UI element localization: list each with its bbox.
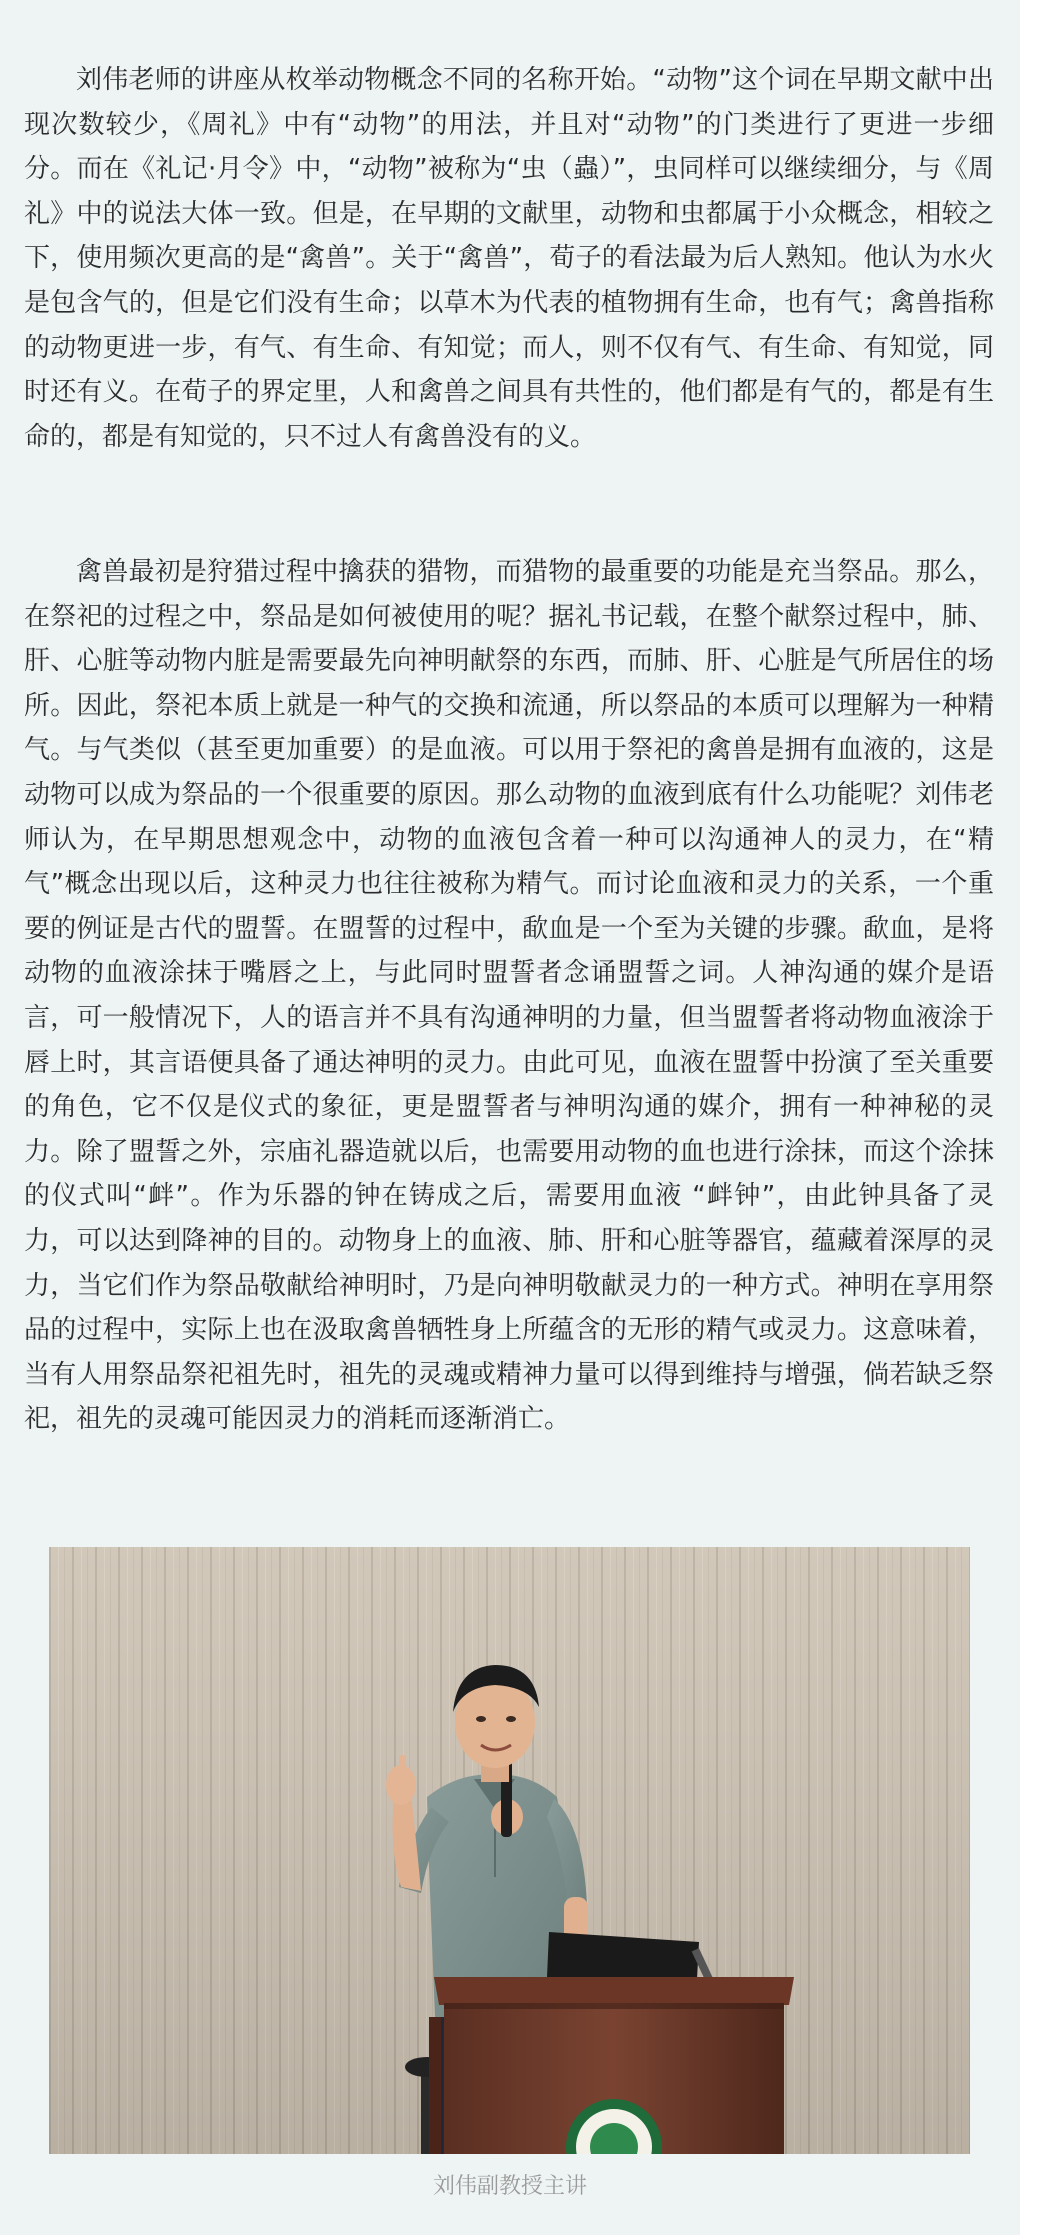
photo-caption: 刘伟副教授主讲 [432,2174,587,2199]
lecturer-at-podium-image [49,1547,970,2154]
paragraph-2: 禽兽最初是狩猎过程中擒获的猎物，而猎物的最重要的功能是充当祭品。那么，在祭祀的过程之中，祭品是如何被使用的呢？据礼书记载，在整个献祭过程中，肺、肝、心脏等动物内脏是需要最先向神明献祭的东西，而肺、肝、心脏是气所居住的场所。因此，祭祀本质上就是一种气的交换和流通，所以祭品的本质可以理解为一种精气。与气类似（甚至更加重要）的是血液。可以用于祭祀的禽兽是拥有血液的，这是动物可以成为祭品的一个很重要的原因。那么动物的血液到底有什么功能呢？刘伟老师认为，在早期思想观念中，动物的血液包含着一种可以沟通神人的灵力，在“精气”概念出现以后，这种灵力也往往被称为精气。而讨论血液和灵力的关系，一个重要的例证是古代的盟誓。在盟誓的过程中，歃血是一个至为关键的步骤。歃血，是将动物的血液涂抹于嘴唇之上，与此同时盟誓者念诵盟誓之词。人神沟通的媒介是语言，可一般情况下，人的语言并不具有沟通神明的力量，但当盟誓者将动物血液涂于唇上时，其言语便具备了通达神明的灵力。由此可见，血液在盟誓中扮演了至关重要的角色，它不仅是仪式的象征，更是盟誓者与神明沟通的媒介，拥有一种神秘的灵力。除了盟誓之外，宗庙礼器造就以后，也需要用动物的血也进行涂抹，而这个涂抹的仪式叫“衅”。作为乐器的钟在铸成之后，需要用血液 “衅钟”，由此钟具备了灵力，可以达到降神的目的。动物身上的血液、肺、肝和心脏等器官，蕴藏着深厚的灵力，当它们作为祭品敬献给神明时，乃是向神明敬献灵力的一种方式。神明在享用祭品的过程中，实际上也在汲取禽兽牺牲身上所蕴含的无形的精气或灵力。这意味着，当有人用祭品祭祀祖先时，祖先的灵魂或精神力量可以得到维持与增强，倘若缺乏祭祀，祖先的灵魂可能因灵力的消耗而逐渐消亡。 [24,557,994,1435]
paragraph-1: 刘伟老师的讲座从枚举动物概念不同的名称开始。“动物”这个词在早期文献中出现次数较少，《周礼》中有“动物”的用法，并且对“动物”的门类进行了更进一步细分。而在《礼记·月令》中，“动物”被称为“虫（蟲）”，虫同样可以继续细分，与《周礼》中的说法大体一致。但是，在早期的文献里，动物和虫都属于小众概念，相较之下，使用频次更高的是“禽兽”。关于“禽兽”，荀子的看法最为后人熟知。他认为水火是包含气的，但是它们没有生命；以草木为代表的植物拥有生命，也有气；禽兽指称的动物更进一步，有气、有生命、有知觉；而人，则不仅有气、有生命、有知觉，同时还有义。在荀子的界定里，人和禽兽之间具有共性的，他们都是有气的，都是有生命的，都是有知觉的，只不过人有禽兽没有的义。 [24,65,994,452]
lecture-photo [49,1547,970,2154]
